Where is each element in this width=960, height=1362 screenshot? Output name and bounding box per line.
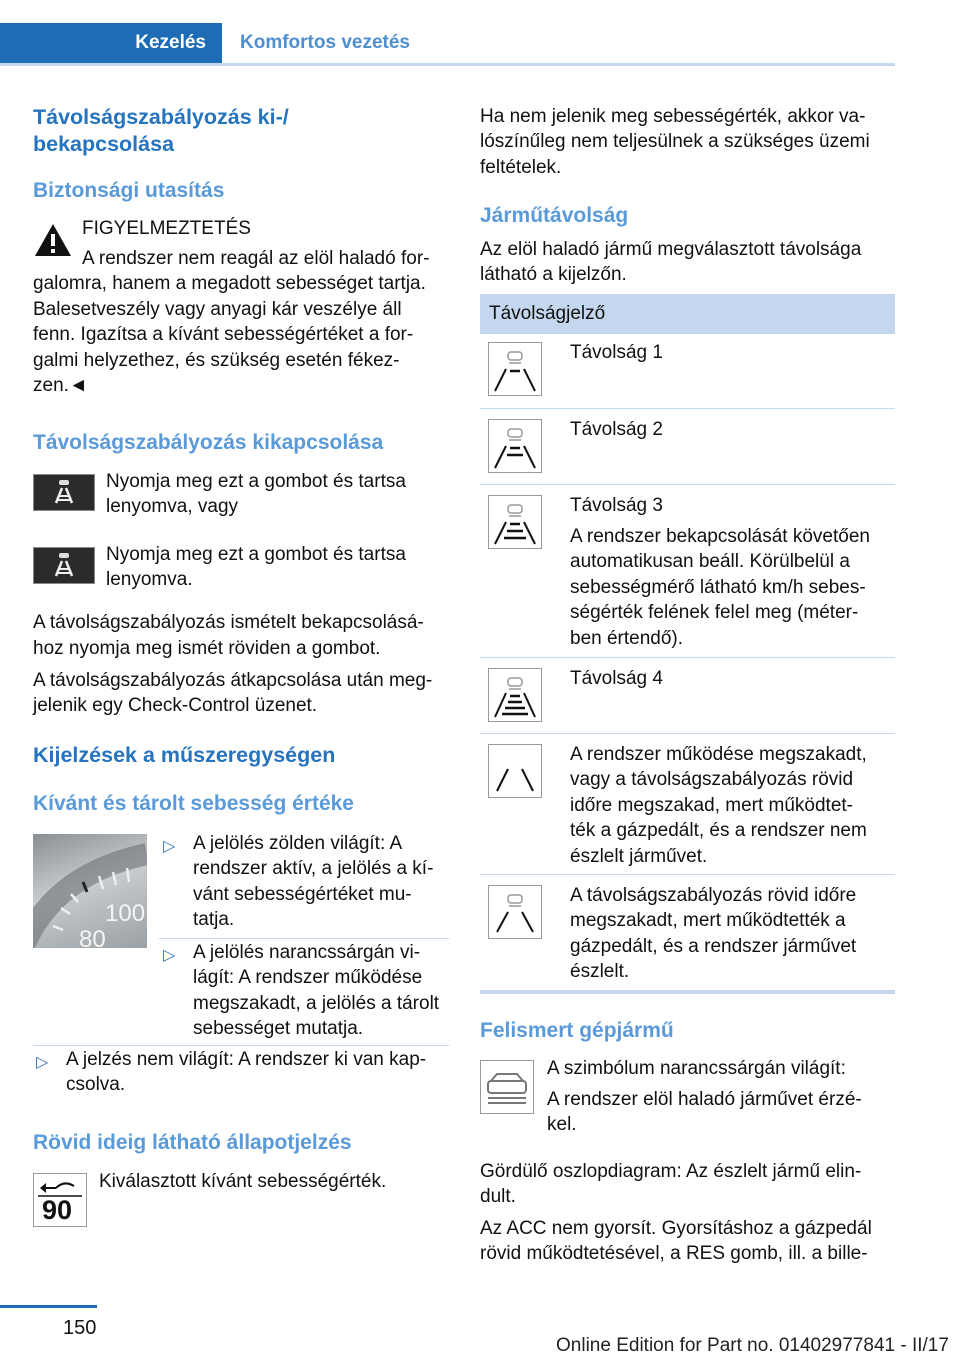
row4-line1: Távolság 4 (570, 668, 663, 689)
car-icon (480, 1060, 534, 1114)
distance-button-icon-2 (33, 547, 95, 584)
intro-line3: feltételek. (480, 157, 562, 178)
distance-2-icon (488, 419, 542, 473)
row3-line1: Távolság 3 (570, 495, 663, 516)
row6-line2: megszakadt, mert működtették a (570, 910, 846, 931)
warning-line-1: A rendszer nem reagál az elöl haladó for- (82, 248, 430, 269)
button2-text-1: Nyomja meg ezt a gombot és tartsa (106, 544, 406, 565)
row3-line3: automatikusan beáll. Körülbelül a (570, 551, 850, 572)
row6-line3: gázpedált, és a rendszer járművet (570, 936, 857, 957)
row3-line6: ben értendő). (570, 628, 684, 649)
warning-label: FIGYELMEZTETÉS (82, 218, 251, 239)
interrupted-icon (488, 744, 542, 798)
bullet1-line1: A jelölés zölden világít: A (193, 833, 403, 854)
safety-heading: Biztonsági utasítás (33, 179, 225, 202)
speed-90-icon (33, 1173, 87, 1227)
vehicle-heading: Felismert gépjármű (480, 1019, 674, 1042)
distance-line2: látható a kijelzőn. (480, 264, 627, 285)
speed-heading: Kívánt és tárolt sebesség értéke (33, 792, 354, 815)
button2-text-2: lenyomva. (106, 569, 193, 590)
button1-text-1: Nyomja meg ezt a gombot és tartsa (106, 471, 406, 492)
button1-text-2: lenyomva, vagy (106, 496, 239, 517)
acc-line1: Az ACC nem gyorsít. Gyorsításhoz a gázpedál (480, 1218, 872, 1239)
para1-line2: hoz nyomja meg ismét röviden a gombot. (33, 638, 381, 659)
warning-line-5: galmi helyzethez, és szükség esetén fékez- (33, 350, 400, 371)
row6-line1: A távolságszabályozás rövid időre (570, 885, 857, 906)
table-row-divider (480, 484, 895, 485)
para2-line1: A távolságszabályozás átkapcsolása után meg- (33, 670, 433, 691)
para1-line1: A távolságszabályozás ismételt bekapcsolásá- (33, 612, 424, 633)
interrupted-vehicle-icon (488, 885, 542, 939)
short-text: Kiválasztott kívánt sebességérték. (99, 1171, 387, 1192)
distance-heading: Járműtávolság (480, 204, 629, 227)
tab-kezeles[interactable]: Kezelés (0, 23, 222, 63)
row2-line1: Távolság 2 (570, 419, 663, 440)
row5-line2: vagy a távolságszabályozás rövid (570, 769, 854, 790)
gauge-80-label: 80 (79, 926, 106, 948)
intro-line2: lószínűleg nem teljesülnek a szükséges üzemi (480, 131, 870, 152)
warning-line-4: fenn. Igazítsa a kívánt sebességértéket a for- (33, 324, 414, 345)
distance-3-icon (488, 495, 542, 549)
table-row-divider (480, 408, 895, 409)
gauge-100-label: 100 (105, 900, 146, 927)
bullet1-line2: rendszer aktív, a jelölés a kí- (193, 858, 434, 879)
warning-line-3: Balesetveszély vagy anyagi kár veszélye áll (33, 299, 402, 320)
table-row-divider (480, 733, 895, 734)
table-bottom-border (480, 990, 895, 994)
bullet2-line1: A jelölés narancssárgán vi- (193, 942, 421, 963)
row3-line4: sebességmérő látható km/h sebes- (570, 577, 866, 598)
warning-line-2: galomra, hanem a megadott sebességet tartja. (33, 273, 426, 294)
row3-line2: A rendszer bekapcsolását követően (570, 526, 870, 547)
table-header-label: Távolságjelző (489, 303, 606, 324)
warning-line-6: zen.◄ (33, 375, 88, 396)
row1-line1: Távolság 1 (570, 342, 663, 363)
row5-line1: A rendszer működése megszakadt, (570, 744, 867, 765)
edition-text: Online Edition for Part no. 01402977841 - II/17 (556, 1335, 949, 1356)
table-header (480, 294, 895, 334)
bullet2-line2: lágít: A rendszer működése (193, 967, 423, 988)
distance-4-icon (488, 668, 542, 722)
row5-line5: észlelt járművet. (570, 846, 708, 867)
bullet3-line2: csolva. (66, 1074, 126, 1095)
vehicle-line2: A rendszer elöl haladó járművet érzé- (547, 1089, 862, 1110)
row5-line4: ték a gázpedált, és a rendszer nem (570, 820, 867, 841)
table-row-divider (480, 874, 895, 875)
bullet-icon: ▷ (163, 838, 176, 855)
bar-line1: Gördülő oszlopdiagram: Az észlelt jármű elin- (480, 1161, 862, 1182)
distance-button-icon (33, 474, 95, 511)
footer-rule (0, 1305, 97, 1308)
row3-line5: ségérték felének felel meg (méter- (570, 602, 859, 623)
bullet1-line3: vánt sebességértéket mu- (193, 884, 412, 905)
bullet3-line1: A jelzés nem világít: A rendszer ki van kap- (66, 1049, 427, 1070)
distance-line1: Az elöl haladó jármű megválasztott távolsága (480, 239, 862, 260)
warning-triangle-icon (33, 222, 73, 263)
intro-line1: Ha nem jelenik meg sebességérték, akkor va- (480, 106, 866, 127)
divider (33, 1045, 449, 1046)
display-heading: Kijelzések a műszeregységen (33, 743, 336, 767)
divider (159, 938, 449, 939)
header-bar (0, 23, 895, 66)
speed-90-value: 90 (42, 1195, 73, 1225)
speedometer-image (33, 834, 147, 948)
table-row-divider (480, 657, 895, 658)
acc-line2: rövid működtetésével, a RES gomb, ill. a bille- (480, 1243, 868, 1264)
row6-line4: észlelt. (570, 961, 630, 982)
bullet-icon: ▷ (36, 1054, 49, 1071)
bullet2-line4: sebességet mutatja. (193, 1018, 364, 1039)
bullet-icon: ▷ (163, 947, 176, 964)
row5-line3: időre megszakad, mert működtet- (570, 795, 854, 816)
para2-line2: jelenik egy Check-Control üzenet. (33, 695, 318, 716)
section-title-line1: Távolságszabályozás ki-/ (33, 105, 289, 129)
off-heading: Távolságszabályozás kikapcsolása (33, 431, 384, 454)
short-heading: Rövid ideig látható állapotjelzés (33, 1131, 352, 1154)
bullet2-line3: megszakadt, a jelölés a tárolt (193, 993, 440, 1014)
page-number: 150 (63, 1317, 97, 1339)
bar-line2: dult. (480, 1186, 516, 1207)
distance-1-icon (488, 342, 542, 396)
section-title-line2: bekapcsolása (33, 132, 175, 156)
tab-komfortos-vezetes[interactable]: Komfortos vezetés (240, 32, 410, 53)
vehicle-line3: kel. (547, 1114, 577, 1135)
section-title (33, 104, 289, 158)
vehicle-line1: A szimbólum narancssárgán világít: (547, 1058, 846, 1079)
bullet1-line4: tatja. (193, 909, 235, 930)
